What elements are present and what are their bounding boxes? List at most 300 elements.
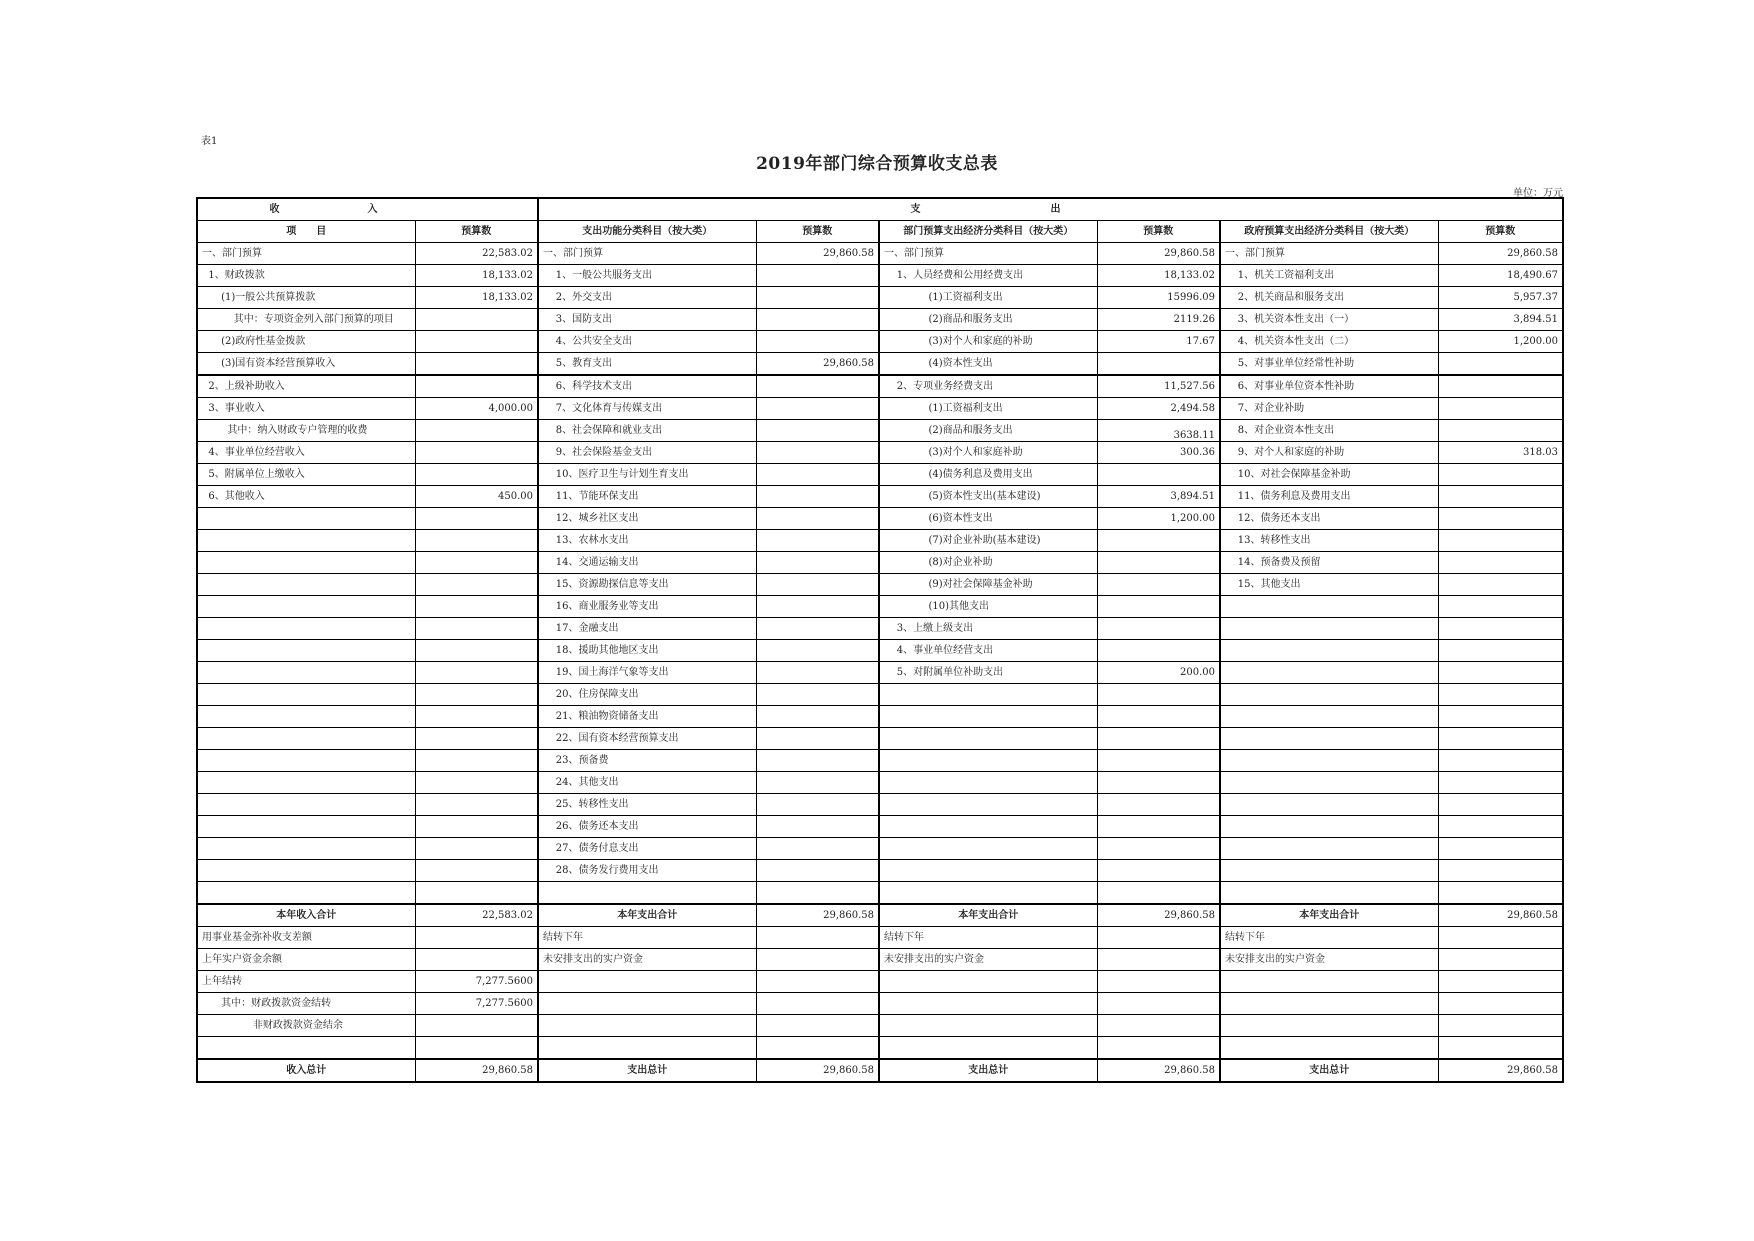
budget-amount-cell xyxy=(1097,750,1220,772)
budget-amount-cell xyxy=(1097,1015,1220,1037)
item-name-cell xyxy=(197,882,415,905)
table-row xyxy=(197,309,1563,331)
item-name-cell: 2、上级补助收入 xyxy=(197,375,415,398)
budget-amount-cell: 29,860.58 xyxy=(756,1059,879,1082)
budget-amount-cell xyxy=(756,464,879,486)
item-name-cell: 6、科学技术支出 xyxy=(538,375,756,398)
budget-amount-cell xyxy=(1097,882,1220,905)
item-name-cell: 20、住房保障支出 xyxy=(538,684,756,706)
budget-amount-cell xyxy=(1097,353,1220,376)
budget-amount-cell xyxy=(756,552,879,574)
budget-amount-cell xyxy=(1438,794,1563,816)
budget-amount-cell xyxy=(1438,993,1563,1015)
item-name-cell xyxy=(1220,750,1438,772)
budget-amount-cell xyxy=(415,794,538,816)
item-name-cell xyxy=(538,971,756,993)
budget-amount-cell xyxy=(756,265,879,287)
budget-amount-cell xyxy=(1438,662,1563,684)
table-row xyxy=(197,728,1563,750)
item-name-cell: 上年实户资金余额 xyxy=(197,949,415,971)
budget-amount-cell: 29,860.58 xyxy=(1097,1059,1220,1082)
budget-amount-cell xyxy=(756,927,879,949)
budget-amount-cell xyxy=(756,508,879,530)
budget-amount-cell xyxy=(1097,949,1220,971)
item-name-cell: (3)国有资本经营预算收入 xyxy=(197,353,415,376)
budget-amount-cell xyxy=(1097,993,1220,1015)
item-name-cell xyxy=(197,508,415,530)
item-name-cell: 2、专项业务经费支出 xyxy=(879,375,1097,398)
budget-amount-cell xyxy=(1438,1015,1563,1037)
table-row xyxy=(197,750,1563,772)
budget-amount-cell xyxy=(756,794,879,816)
budget-amount-cell xyxy=(756,442,879,464)
budget-amount-cell xyxy=(756,772,879,794)
item-name-cell xyxy=(879,816,1097,838)
budget-amount-cell: 3638.11 xyxy=(1097,420,1220,442)
budget-amount-cell xyxy=(756,596,879,618)
item-name-cell xyxy=(197,596,415,618)
table-row xyxy=(197,398,1563,420)
budget-amount-cell xyxy=(756,838,879,860)
budget-amount-cell xyxy=(1438,420,1563,442)
budget-amount-cell xyxy=(756,684,879,706)
budget-amount-cell xyxy=(756,309,879,331)
item-name-cell: 7、对企业补助 xyxy=(1220,398,1438,420)
item-name-cell: 5、对事业单位经常性补助 xyxy=(1220,353,1438,376)
table-row xyxy=(197,552,1563,574)
year-total-row xyxy=(197,904,1563,927)
budget-amount-cell xyxy=(1438,706,1563,728)
budget-amount-cell xyxy=(1438,398,1563,420)
column-header: 项 目 xyxy=(197,221,415,243)
item-name-cell: (2)商品和服务支出 xyxy=(879,420,1097,442)
table-row xyxy=(197,287,1563,309)
table-row xyxy=(197,243,1563,265)
item-name-cell: (2)政府性基金拨款 xyxy=(197,331,415,353)
item-name-cell xyxy=(879,1015,1097,1037)
item-name-cell: 一、部门预算 xyxy=(538,243,756,265)
item-name-cell: 其中：纳入财政专户管理的收费 xyxy=(197,420,415,442)
budget-amount-cell: 18,133.02 xyxy=(415,265,538,287)
item-name-cell: 收入总计 xyxy=(197,1059,415,1082)
budget-amount-cell: 7,277.5600 xyxy=(415,971,538,993)
column-header: 预算数 xyxy=(756,221,879,243)
tail-row xyxy=(197,1015,1563,1037)
item-name-cell: 4、事业单位经营收入 xyxy=(197,442,415,464)
item-name-cell: 1、一般公共服务支出 xyxy=(538,265,756,287)
item-name-cell: 16、商业服务业等支出 xyxy=(538,596,756,618)
item-name-cell xyxy=(197,552,415,574)
budget-amount-cell xyxy=(415,949,538,971)
item-name-cell: (10)其他支出 xyxy=(879,596,1097,618)
item-name-cell: 本年支出合计 xyxy=(538,904,756,927)
budget-amount-cell: 29,860.58 xyxy=(1438,904,1563,927)
item-name-cell: 本年支出合计 xyxy=(1220,904,1438,927)
tail-row xyxy=(197,927,1563,949)
budget-amount-cell xyxy=(1438,750,1563,772)
page-title: 2019年部门综合预算收支总表 xyxy=(756,154,998,174)
budget-amount-cell: 318.03 xyxy=(1438,442,1563,464)
budget-amount-cell xyxy=(415,596,538,618)
budget-amount-cell xyxy=(1097,552,1220,574)
item-name-cell xyxy=(879,684,1097,706)
budget-amount-cell xyxy=(756,860,879,882)
budget-amount-cell xyxy=(415,552,538,574)
item-name-cell: 本年支出合计 xyxy=(879,904,1097,927)
expense-group-header: 支出 xyxy=(538,198,1563,221)
budget-amount-cell xyxy=(415,838,538,860)
tail-row xyxy=(197,1037,1563,1060)
item-name-cell: 12、债务还本支出 xyxy=(1220,508,1438,530)
item-name-cell: 1、人员经费和公用经费支出 xyxy=(879,265,1097,287)
table-body xyxy=(197,243,1563,1083)
table-row xyxy=(197,353,1563,376)
table-number: 表1 xyxy=(201,136,218,147)
budget-amount-cell xyxy=(1438,882,1563,905)
tail-row xyxy=(197,971,1563,993)
item-name-cell: 15、资源勘探信息等支出 xyxy=(538,574,756,596)
item-name-cell: 22、国有资本经营预算支出 xyxy=(538,728,756,750)
item-name-cell: 10、对社会保障基金补助 xyxy=(1220,464,1438,486)
budget-amount-cell: 2119.26 xyxy=(1097,309,1220,331)
item-name-cell: 本年收入合计 xyxy=(197,904,415,927)
item-name-cell: 28、债务发行费用支出 xyxy=(538,860,756,882)
budget-amount-cell xyxy=(756,728,879,750)
budget-amount-cell xyxy=(1097,728,1220,750)
item-name-cell: (9)对社会保障基金补助 xyxy=(879,574,1097,596)
budget-amount-cell xyxy=(1438,949,1563,971)
item-name-cell xyxy=(197,728,415,750)
item-name-cell: 1、机关工资福利支出 xyxy=(1220,265,1438,287)
table-row xyxy=(197,640,1563,662)
item-name-cell xyxy=(538,882,756,905)
item-name-cell xyxy=(538,1015,756,1037)
table-row xyxy=(197,486,1563,508)
budget-amount-cell xyxy=(756,287,879,309)
item-name-cell: 上年结转 xyxy=(197,971,415,993)
budget-amount-cell xyxy=(415,464,538,486)
budget-amount-cell xyxy=(756,949,879,971)
budget-amount-cell xyxy=(1097,927,1220,949)
item-name-cell: 2、外交支出 xyxy=(538,287,756,309)
budget-amount-cell xyxy=(1097,1037,1220,1060)
budget-amount-cell xyxy=(415,860,538,882)
item-name-cell: (3)对个人和家庭补助 xyxy=(879,442,1097,464)
column-header: 政府预算支出经济分类科目（按大类） xyxy=(1220,221,1438,243)
item-name-cell xyxy=(1220,640,1438,662)
item-name-cell: 8、对企业资本性支出 xyxy=(1220,420,1438,442)
item-name-cell xyxy=(197,662,415,684)
budget-amount-cell xyxy=(415,353,538,376)
item-name-cell: 一、部门预算 xyxy=(197,243,415,265)
budget-amount-cell xyxy=(756,1015,879,1037)
item-name-cell: 19、国土海洋气象等支出 xyxy=(538,662,756,684)
item-name-cell: 5、对附属单位补助支出 xyxy=(879,662,1097,684)
item-name-cell xyxy=(197,1037,415,1060)
budget-amount-cell xyxy=(415,706,538,728)
budget-amount-cell xyxy=(415,442,538,464)
budget-amount-cell: 300.36 xyxy=(1097,442,1220,464)
item-name-cell: 7、文化体育与传媒支出 xyxy=(538,398,756,420)
item-name-cell xyxy=(1220,794,1438,816)
item-name-cell xyxy=(879,706,1097,728)
item-name-cell: 21、粮油物资储备支出 xyxy=(538,706,756,728)
budget-amount-cell xyxy=(756,882,879,905)
item-name-cell xyxy=(538,1037,756,1060)
item-name-cell: 4、事业单位经营支出 xyxy=(879,640,1097,662)
budget-amount-cell xyxy=(415,618,538,640)
item-name-cell: 2、机关商品和服务支出 xyxy=(1220,287,1438,309)
budget-amount-cell xyxy=(415,882,538,905)
budget-amount-cell xyxy=(1097,860,1220,882)
table-row xyxy=(197,375,1563,398)
budget-amount-cell: 3,894.51 xyxy=(1438,309,1563,331)
item-name-cell: 15、其他支出 xyxy=(1220,574,1438,596)
column-header: 支出功能分类科目（按大类） xyxy=(538,221,756,243)
item-name-cell: 结转下年 xyxy=(879,927,1097,949)
budget-amount-cell: 18,490.67 xyxy=(1438,265,1563,287)
item-name-cell xyxy=(1220,1015,1438,1037)
budget-amount-cell xyxy=(1438,838,1563,860)
budget-amount-cell: 3,894.51 xyxy=(1097,486,1220,508)
item-name-cell: 3、上缴上级支出 xyxy=(879,618,1097,640)
budget-amount-cell xyxy=(1438,927,1563,949)
item-name-cell: (4)债务利息及费用支出 xyxy=(879,464,1097,486)
budget-amount-cell: 29,860.58 xyxy=(1097,904,1220,927)
table-row xyxy=(197,860,1563,882)
budget-amount-cell xyxy=(756,1037,879,1060)
item-name-cell xyxy=(879,993,1097,1015)
table-row xyxy=(197,618,1563,640)
item-name-cell: 非财政拨款资金结余 xyxy=(197,1015,415,1037)
budget-amount-cell xyxy=(415,309,538,331)
budget-amount-cell xyxy=(415,772,538,794)
table-row xyxy=(197,331,1563,353)
item-name-cell: 12、城乡社区支出 xyxy=(538,508,756,530)
budget-amount-cell xyxy=(756,993,879,1015)
item-name-cell xyxy=(879,971,1097,993)
budget-amount-cell xyxy=(1438,530,1563,552)
item-name-cell xyxy=(197,838,415,860)
item-name-cell: 一、部门预算 xyxy=(879,243,1097,265)
grand-total-row xyxy=(197,1059,1563,1082)
item-name-cell: 27、债务付息支出 xyxy=(538,838,756,860)
item-name-cell xyxy=(1220,706,1438,728)
item-name-cell: 一、部门预算 xyxy=(1220,243,1438,265)
budget-amount-cell xyxy=(756,750,879,772)
budget-amount-cell xyxy=(415,1015,538,1037)
item-name-cell xyxy=(879,1037,1097,1060)
table-row xyxy=(197,420,1563,442)
table-row xyxy=(197,684,1563,706)
budget-amount-cell: 29,860.58 xyxy=(756,353,879,376)
budget-amount-cell: 7,277.5600 xyxy=(415,993,538,1015)
item-name-cell xyxy=(879,860,1097,882)
item-name-cell xyxy=(538,993,756,1015)
item-name-cell: 17、金融支出 xyxy=(538,618,756,640)
column-header: 预算数 xyxy=(1438,221,1563,243)
table-row xyxy=(197,882,1563,905)
item-name-cell xyxy=(197,750,415,772)
budget-amount-cell xyxy=(1097,838,1220,860)
budget-amount-cell: 29,860.58 xyxy=(756,243,879,265)
unit-label: 单位：万元 xyxy=(1513,188,1563,199)
tail-row xyxy=(197,949,1563,971)
budget-amount-cell xyxy=(415,508,538,530)
budget-amount-cell: 2,494.58 xyxy=(1097,398,1220,420)
item-name-cell: (3)对个人和家庭的补助 xyxy=(879,331,1097,353)
table-row xyxy=(197,772,1563,794)
item-name-cell: 未安排支出的实户资金 xyxy=(1220,949,1438,971)
budget-amount-cell xyxy=(1097,618,1220,640)
budget-amount-cell xyxy=(415,816,538,838)
item-name-cell xyxy=(1220,596,1438,618)
item-name-cell xyxy=(1220,860,1438,882)
item-name-cell: 13、转移性支出 xyxy=(1220,530,1438,552)
budget-amount-cell xyxy=(415,662,538,684)
table-row xyxy=(197,464,1563,486)
budget-amount-cell xyxy=(1438,1037,1563,1060)
budget-amount-cell xyxy=(1097,464,1220,486)
item-name-cell: 结转下年 xyxy=(1220,927,1438,949)
budget-amount-cell xyxy=(756,618,879,640)
budget-amount-cell xyxy=(1097,684,1220,706)
budget-amount-cell: 11,527.56 xyxy=(1097,375,1220,398)
item-name-cell: (4)资本性支出 xyxy=(879,353,1097,376)
budget-amount-cell: 22,583.02 xyxy=(415,243,538,265)
budget-amount-cell xyxy=(1438,772,1563,794)
column-header: 预算数 xyxy=(415,221,538,243)
table-row xyxy=(197,794,1563,816)
item-name-cell xyxy=(1220,882,1438,905)
table-row xyxy=(197,838,1563,860)
budget-amount-cell: 5,957.37 xyxy=(1438,287,1563,309)
table-row xyxy=(197,662,1563,684)
budget-amount-cell: 4,000.00 xyxy=(415,398,538,420)
column-header-row xyxy=(197,221,1563,243)
table-row xyxy=(197,265,1563,287)
item-name-cell: 8、社会保障和就业支出 xyxy=(538,420,756,442)
table-row xyxy=(197,596,1563,618)
item-name-cell: 9、社会保险基金支出 xyxy=(538,442,756,464)
budget-amount-cell xyxy=(1097,596,1220,618)
budget-amount-cell: 18,133.02 xyxy=(1097,265,1220,287)
item-name-cell: (2)商品和服务支出 xyxy=(879,309,1097,331)
table-row xyxy=(197,442,1563,464)
item-name-cell xyxy=(879,772,1097,794)
item-name-cell xyxy=(197,530,415,552)
item-name-cell: 5、附属单位上缴收入 xyxy=(197,464,415,486)
item-name-cell: 未安排支出的实户资金 xyxy=(538,949,756,971)
budget-amount-cell: 18,133.02 xyxy=(415,287,538,309)
budget-amount-cell: 29,860.58 xyxy=(1438,243,1563,265)
budget-amount-cell xyxy=(1438,596,1563,618)
budget-amount-cell xyxy=(756,331,879,353)
budget-amount-cell xyxy=(1097,794,1220,816)
budget-amount-cell: 29,860.58 xyxy=(756,904,879,927)
item-name-cell: 支出总计 xyxy=(538,1059,756,1082)
budget-amount-cell xyxy=(415,574,538,596)
budget-amount-cell xyxy=(415,375,538,398)
budget-amount-cell xyxy=(1097,971,1220,993)
item-name-cell: (8)对企业补助 xyxy=(879,552,1097,574)
item-name-cell xyxy=(879,838,1097,860)
item-name-cell: (1)工资福利支出 xyxy=(879,287,1097,309)
item-name-cell: 24、其他支出 xyxy=(538,772,756,794)
item-name-cell: 6、其他收入 xyxy=(197,486,415,508)
item-name-cell: 4、机关资本性支出（二） xyxy=(1220,331,1438,353)
item-name-cell: 23、预备费 xyxy=(538,750,756,772)
item-name-cell: 18、援助其他地区支出 xyxy=(538,640,756,662)
item-name-cell xyxy=(1220,618,1438,640)
budget-amount-cell: 29,860.58 xyxy=(415,1059,538,1082)
budget-amount-cell xyxy=(1438,353,1563,376)
item-name-cell xyxy=(197,574,415,596)
budget-amount-cell xyxy=(756,816,879,838)
item-name-cell: 其中：专项资金列入部门预算的项目 xyxy=(197,309,415,331)
budget-amount-cell xyxy=(415,420,538,442)
budget-amount-cell xyxy=(415,927,538,949)
item-name-cell xyxy=(1220,684,1438,706)
budget-amount-cell xyxy=(756,420,879,442)
item-name-cell: 3、事业收入 xyxy=(197,398,415,420)
item-name-cell: 其中：财政拨款资金结转 xyxy=(197,993,415,1015)
item-name-cell: 3、国防支出 xyxy=(538,309,756,331)
budget-amount-cell xyxy=(415,728,538,750)
item-name-cell xyxy=(1220,838,1438,860)
budget-amount-cell: 29,860.58 xyxy=(1097,243,1220,265)
table-row xyxy=(197,530,1563,552)
table-row xyxy=(197,508,1563,530)
budget-amount-cell: 29,860.58 xyxy=(1438,1059,1563,1082)
column-header: 部门预算支出经济分类科目（按大类） xyxy=(879,221,1097,243)
item-name-cell: 支出总计 xyxy=(1220,1059,1438,1082)
column-header: 预算数 xyxy=(1097,221,1220,243)
budget-amount-cell: 1,200.00 xyxy=(1438,331,1563,353)
budget-amount-cell xyxy=(756,706,879,728)
item-name-cell xyxy=(197,794,415,816)
item-name-cell xyxy=(1220,1037,1438,1060)
item-name-cell xyxy=(1220,816,1438,838)
item-name-cell: (6)资本性支出 xyxy=(879,508,1097,530)
budget-amount-cell: 15996.09 xyxy=(1097,287,1220,309)
item-name-cell: 11、债务利息及费用支出 xyxy=(1220,486,1438,508)
budget-amount-cell xyxy=(415,684,538,706)
budget-amount-cell xyxy=(756,971,879,993)
budget-amount-cell xyxy=(756,662,879,684)
budget-amount-cell xyxy=(1438,860,1563,882)
item-name-cell xyxy=(1220,728,1438,750)
item-name-cell: (7)对企业补助(基本建设) xyxy=(879,530,1097,552)
tail-row xyxy=(197,993,1563,1015)
budget-amount-cell: 200.00 xyxy=(1097,662,1220,684)
item-name-cell: 25、转移性支出 xyxy=(538,794,756,816)
budget-amount-cell xyxy=(415,750,538,772)
group-header-row xyxy=(197,198,1563,221)
budget-summary-table xyxy=(196,197,1564,1083)
budget-amount-cell xyxy=(1438,971,1563,993)
item-name-cell: 14、预备费及预留 xyxy=(1220,552,1438,574)
table-row xyxy=(197,706,1563,728)
item-name-cell: (1)工资福利支出 xyxy=(879,398,1097,420)
item-name-cell xyxy=(1220,662,1438,684)
budget-amount-cell xyxy=(1438,816,1563,838)
budget-amount-cell xyxy=(415,1037,538,1060)
item-name-cell xyxy=(879,882,1097,905)
item-name-cell: (1)一般公共预算拨款 xyxy=(197,287,415,309)
budget-amount-cell xyxy=(1097,574,1220,596)
item-name-cell xyxy=(879,728,1097,750)
